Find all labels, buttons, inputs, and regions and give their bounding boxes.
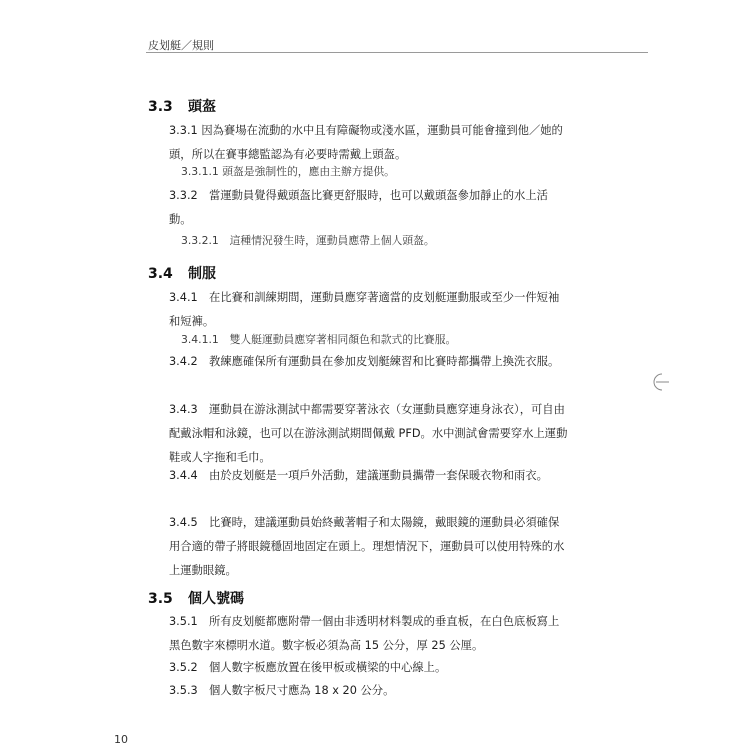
page-number: 10 xyxy=(114,733,128,746)
section-heading-3-3 xyxy=(148,96,216,116)
clause-3-4-3: 3.4.3 運動員在游泳測試中都需要穿著泳衣（女運動員應穿連身泳衣），可自由配戴泳帽和泳鏡，也可以在游泳測試期間佩戴 PFD。水中測試會需要穿水上運動鞋或人字拖和毛巾。 xyxy=(169,403,568,464)
clause-3-4-1: 3.4.1 在比賽和訓練期間，運動員應穿著適當的皮划艇運動服或至少一件短袖和短褲。 xyxy=(169,291,560,328)
clause-3-4-5: 3.4.5 比賽時，建議運動員始終戴著帽子和太陽鏡，戴眼鏡的運動員必須確保用合適的帶子將眼鏡穩固地固定在頭上。理想情況下，運動員可以使用特殊的水上運動眼鏡。 xyxy=(169,516,565,577)
section-heading-3-5 xyxy=(148,588,244,608)
section-number: 3.4 xyxy=(148,266,173,282)
clause-3-3-1-1: 3.3.1.1 頭盔是強制性的，應由主辦方提供。 xyxy=(181,165,395,178)
section-title: 個人號碼 xyxy=(188,591,244,607)
section-title: 制服 xyxy=(188,266,216,282)
crop-mark-icon xyxy=(652,372,670,392)
section-title: 頭盔 xyxy=(188,99,216,115)
clause-3-3-2: 3.3.2 當運動員覺得戴頭盔比賽更舒服時，也可以戴頭盔參加靜止的水上活動。 xyxy=(169,189,548,226)
section-number: 3.5 xyxy=(148,591,173,607)
section-heading-3-4 xyxy=(148,263,216,283)
clause-3-4-1-1: 3.4.1.1 雙人艇運動員應穿著相同顏色和款式的比賽服。 xyxy=(181,333,457,346)
clause-3-4-4: 3.4.4 由於皮划艇是一項戶外活動，建議運動員攜帶一套保暖衣物和雨衣。 xyxy=(169,469,548,482)
clause-3-3-1: 3.3.1 因為賽場在流動的水中且有障礙物或淺水區，運動員可能會撞到他／她的頭，所以在賽事總監認為有必要時需戴上頭盔。 xyxy=(169,124,563,161)
header-divider xyxy=(146,52,648,53)
clause-3-5-3: 3.5.3 個人數字板尺寸應為 18 x 20 公分。 xyxy=(169,684,395,697)
running-header: 皮划艇／規則 xyxy=(148,39,214,52)
clause-3-5-1: 3.5.1 所有皮划艇都應附帶一個由非透明材料製成的垂直板，在白色底板寫上黑色數字來標明水道。數字板必須為高 15 公分，厚 25 公厘。 xyxy=(169,615,560,652)
clause-3-4-2: 3.4.2 教練應確保所有運動員在參加皮划艇練習和比賽時都攜帶上換洗衣服。 xyxy=(169,355,560,368)
section-number: 3.3 xyxy=(148,99,173,115)
clause-3-5-2: 3.5.2 個人數字板應放置在後甲板或橫梁的中心線上。 xyxy=(169,661,447,674)
clause-3-3-2-1: 3.3.2.1 這種情況發生時，運動員應帶上個人頭盔。 xyxy=(181,234,435,247)
